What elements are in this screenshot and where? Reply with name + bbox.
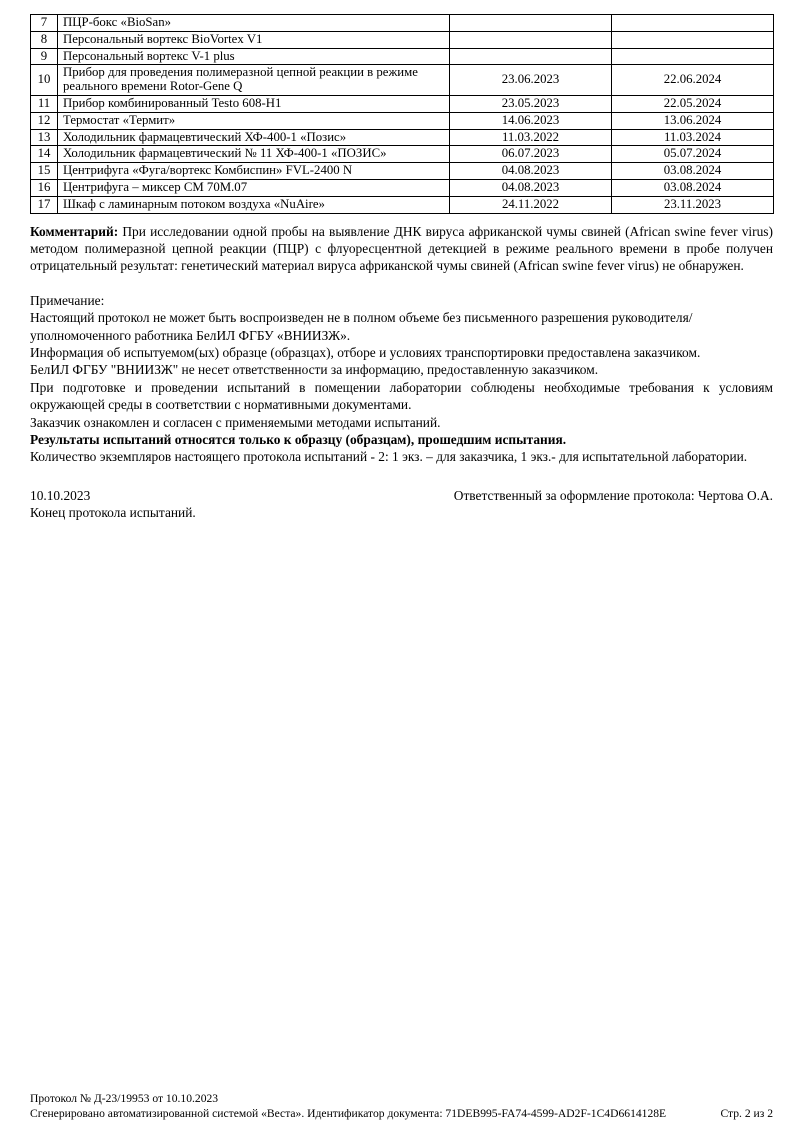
closing-row: [30, 487, 773, 504]
calibration-date: 23.05.2023: [450, 95, 612, 112]
row-number: 15: [31, 163, 58, 180]
row-number: 9: [31, 48, 58, 65]
note-paragraph: Настоящий протокол не может быть воспроизведен не в полном объеме без письменного разрешения руководителя/уполномоченного работника БелИЛ ФГБУ «ВНИИЗЖ».: [30, 310, 693, 343]
note-title: Примечание:: [30, 292, 105, 308]
equipment-name: Персональный вортекс V-1 plus: [58, 48, 450, 65]
row-number: 11: [31, 95, 58, 112]
row-number: 12: [31, 112, 58, 129]
table-row: [31, 15, 774, 32]
valid-until-date: 03.08.2024: [612, 179, 774, 196]
end-of-protocol: Конец протокола испытаний.: [30, 505, 196, 521]
calibration-date: 23.06.2023: [450, 65, 612, 96]
equipment-name: Термостат «Термит»: [58, 112, 450, 129]
footer-line2: [30, 1106, 773, 1122]
equipment-name: Прибор комбинированный Testo 608-H1: [58, 95, 450, 112]
page-footer: [30, 1091, 773, 1122]
table-row: [31, 112, 774, 129]
table-row: [31, 48, 774, 65]
protocol-date: 10.10.2023: [30, 487, 91, 503]
footer-generated-info: Сгенерировано автоматизированной системой «Веста». Идентификатор документа: 71DEB995-FA74-4599-AD2F-1C4D6614128E: [30, 1107, 667, 1121]
row-number: 10: [31, 65, 58, 96]
equipment-name: Центрифуга «Фуга/вортекс Комбиспин» FVL-2400 N: [58, 163, 450, 180]
footer-page-number: Стр. 2 из 2: [720, 1107, 773, 1121]
valid-until-date: 22.05.2024: [612, 95, 774, 112]
note-paragraph: Информация об испытуемом(ых) образце (образцах), отборе и условиях транспортировки предоставлена заказчиком.: [30, 345, 701, 360]
table-row: [31, 31, 774, 48]
calibration-date: 04.08.2023: [450, 163, 612, 180]
row-number: 17: [31, 196, 58, 213]
row-number: 14: [31, 146, 58, 163]
valid-until-date: 22.06.2024: [612, 65, 774, 96]
note-paragraph: Заказчик ознакомлен и согласен с применяемыми методами испытаний.: [30, 414, 441, 430]
calibration-date: 14.06.2023: [450, 112, 612, 129]
table-row: [31, 179, 774, 196]
page-content: [30, 8, 773, 522]
equipment-name: Персональный вортекс BioVortex V1: [58, 31, 450, 48]
equipment-name: Холодильник фармацевтический № 11 ХФ-400-1 «ПОЗИС»: [58, 146, 450, 163]
equipment-name: Прибор для проведения полимеразной цепной реакции в режиме реального времени Rotor-Gene Q: [58, 65, 450, 96]
equipment-table: [30, 14, 774, 214]
valid-until-date: 13.06.2024: [612, 112, 774, 129]
equipment-name: ПЦР-бокс «BioSan»: [58, 15, 450, 32]
table-row: [31, 196, 774, 213]
table-row: [31, 65, 774, 96]
comment-text: При исследовании одной пробы на выявление ДНК вируса африканской чумы свиней (African swine fever virus) методом полимеразной цепной реакции (ПЦР) с флуоресцентной детекцией в режиме реального времени в пробе получен отрицательный результат: генетический материал вируса африканской чумы свиней (African swine fever virus) не обнаружен.: [30, 223, 773, 274]
calibration-date: 04.08.2023: [450, 179, 612, 196]
note-results-statement: Результаты испытаний относятся только к образцу (образцам), прошедшим испытания.: [30, 432, 567, 448]
calibration-date: [450, 15, 612, 32]
equipment-name: Центрифуга – миксер СМ 70М.07: [58, 179, 450, 196]
note-paragraph: При подготовке и проведении испытаний в помещении лаборатории соблюдены необходимые требования к условиям окружающей среды в соответствии с нормативными документами.: [30, 379, 773, 413]
table-row: [31, 95, 774, 112]
comment-label: Комментарий:: [30, 223, 119, 239]
valid-until-date: 05.07.2024: [612, 146, 774, 163]
comment-paragraph: [30, 223, 773, 275]
row-number: 7: [31, 15, 58, 32]
valid-until-date: [612, 31, 774, 48]
calibration-date: [450, 48, 612, 65]
calibration-date: 24.11.2022: [450, 196, 612, 213]
valid-until-date: 11.03.2024: [612, 129, 774, 146]
row-number: 16: [31, 179, 58, 196]
calibration-date: 11.03.2022: [450, 129, 612, 146]
calibration-date: 06.07.2023: [450, 146, 612, 163]
row-number: 13: [31, 129, 58, 146]
equipment-name: Холодильник фармацевтический ХФ-400-1 «Позис»: [58, 129, 450, 146]
equipment-name: Шкаф с ламинарным потоком воздуха «NuAire»: [58, 196, 450, 213]
responsible-person: Ответственный за оформление протокола: Чертова О.А.: [453, 487, 773, 503]
table-row: [31, 146, 774, 163]
footer-protocol-number: Протокол № Д-23/19953 от 10.10.2023: [30, 1091, 219, 1105]
valid-until-date: [612, 15, 774, 32]
document-body: [30, 223, 773, 522]
calibration-date: [450, 31, 612, 48]
valid-until-date: 03.08.2024: [612, 163, 774, 180]
valid-until-date: [612, 48, 774, 65]
note-paragraph: Количество экземпляров настоящего протокола испытаний - 2: 1 экз. – для заказчика, 1 экз.- для испытательной лаборатории.: [30, 449, 748, 465]
table-row: [31, 129, 774, 146]
table-row: [31, 163, 774, 180]
row-number: 8: [31, 31, 58, 48]
valid-until-date: 23.11.2023: [612, 196, 774, 213]
note-paragraph: БелИЛ ФГБУ "ВНИИЗЖ" не несет ответственности за информацию, предоставленную заказчиком.: [30, 362, 599, 378]
